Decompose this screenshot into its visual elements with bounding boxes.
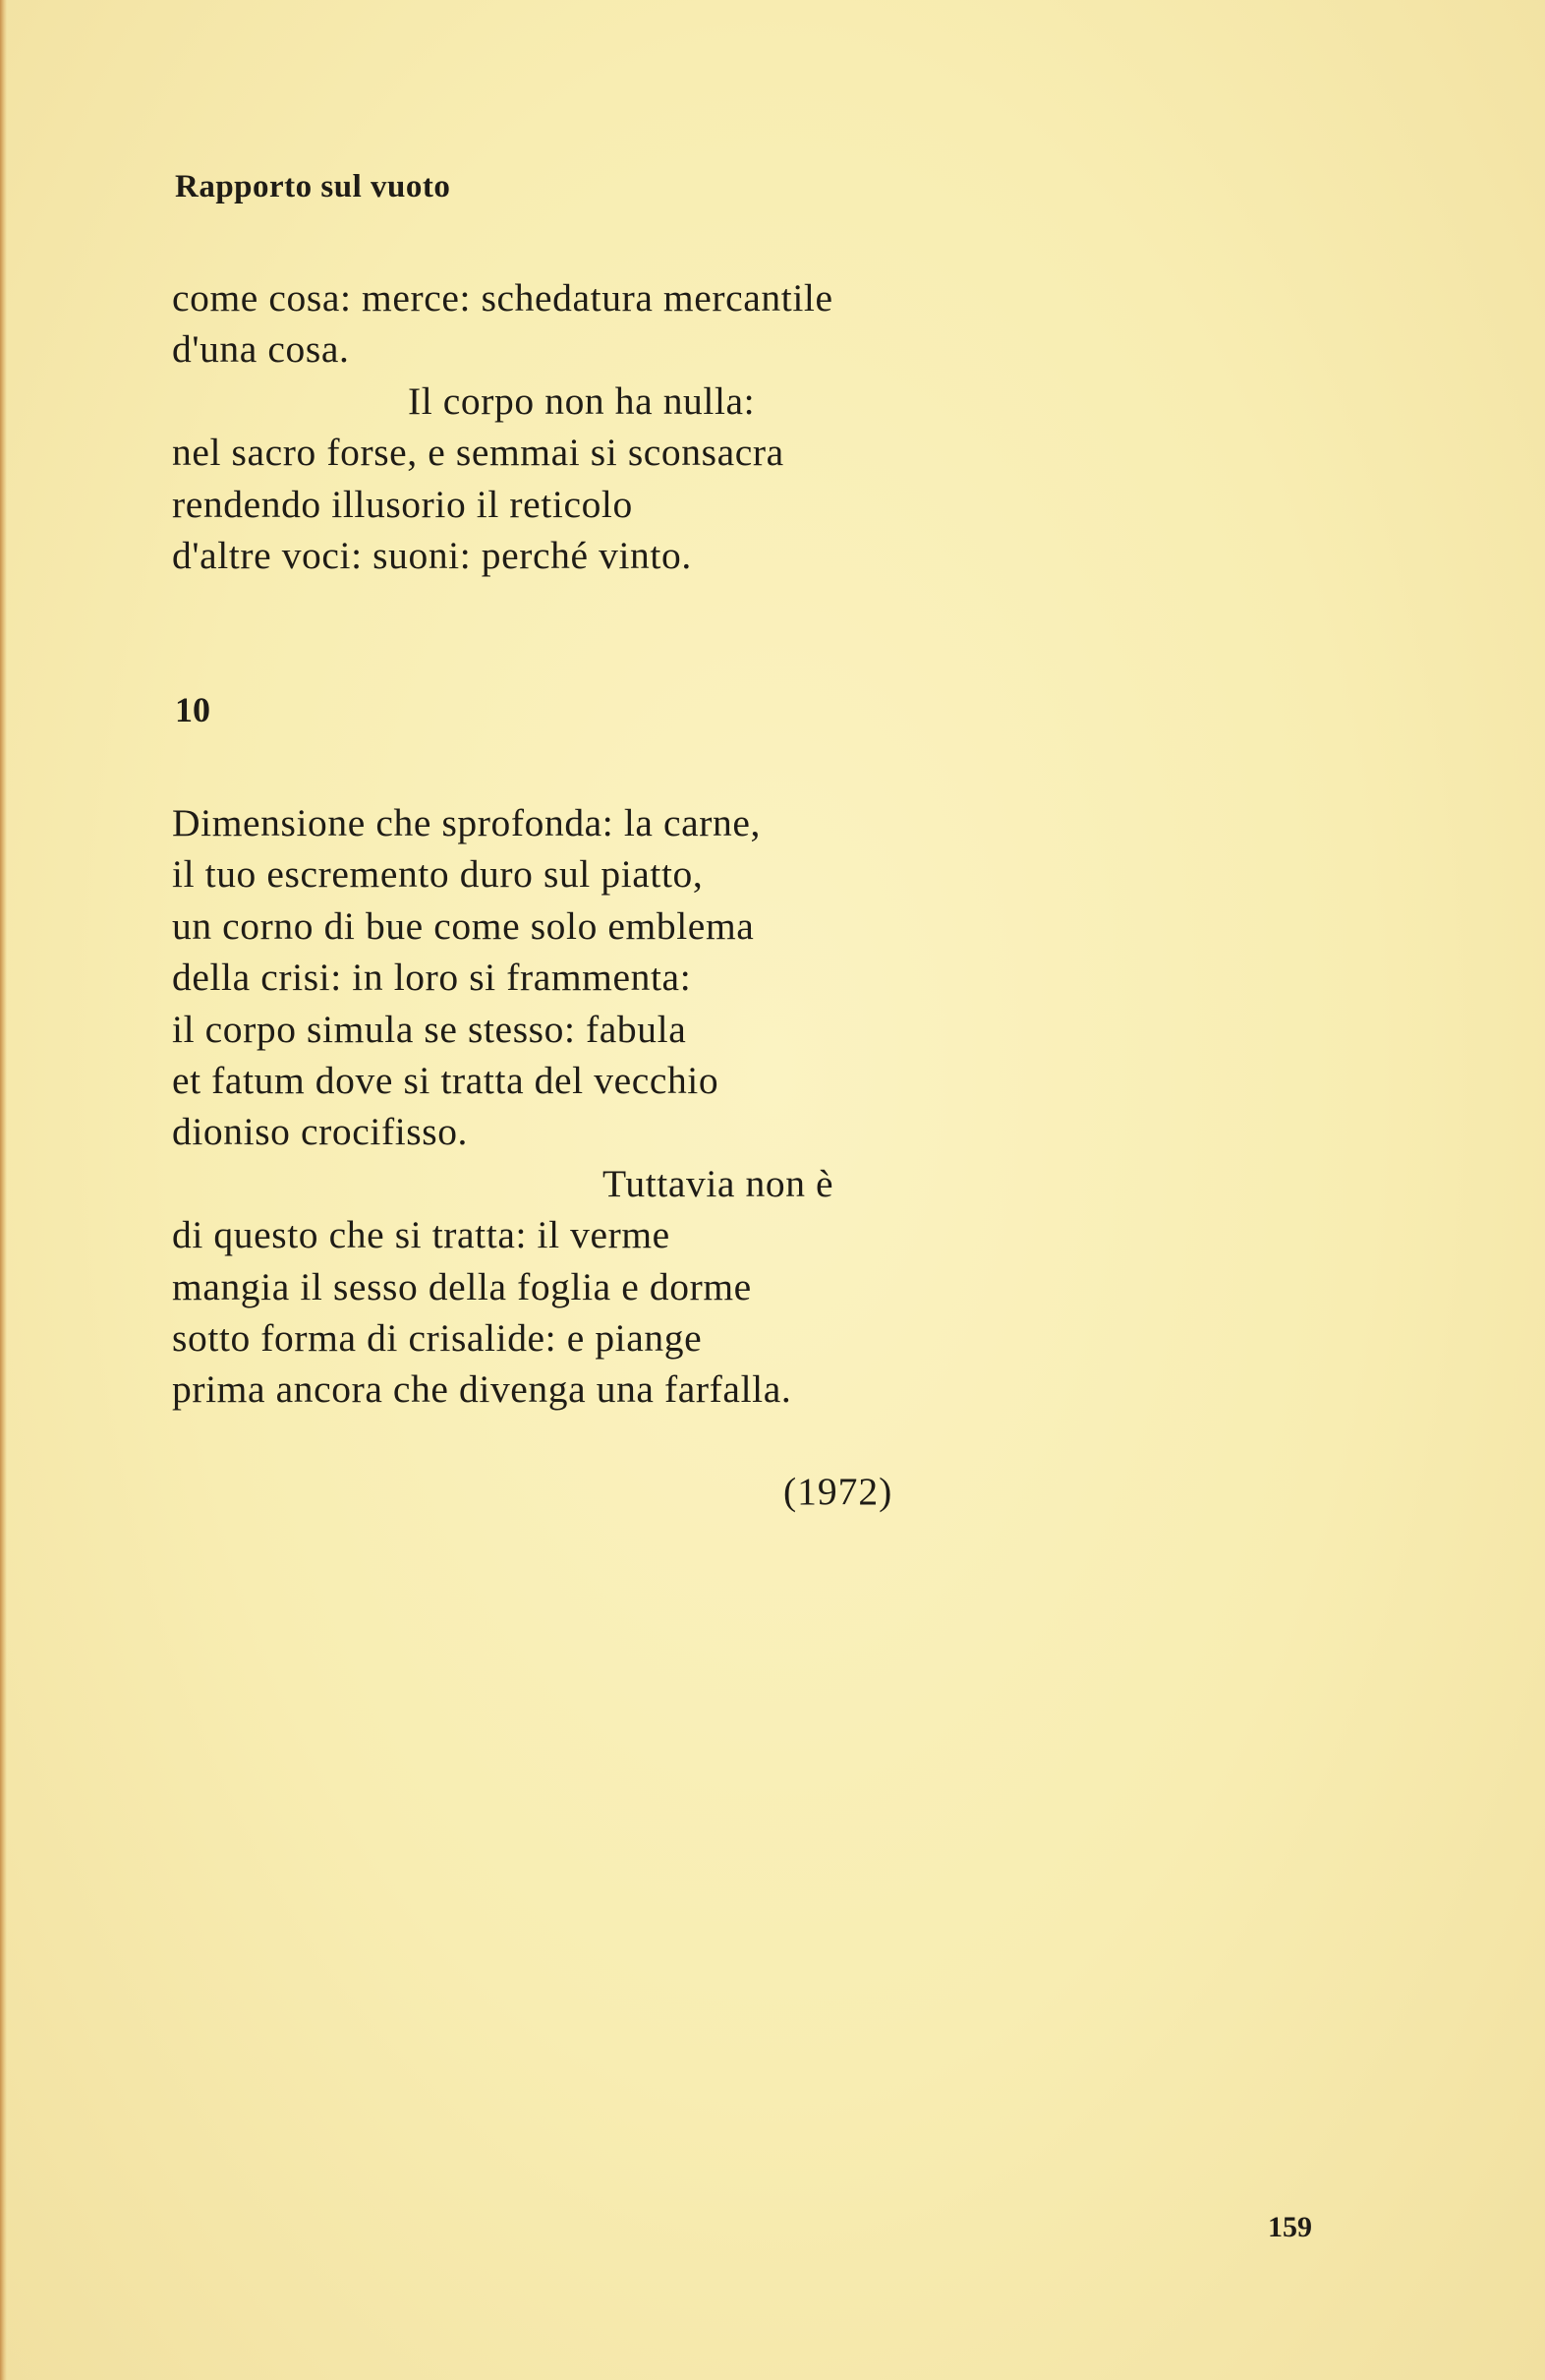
- poem-line: il corpo simula se stesso: fabula: [172, 1007, 687, 1051]
- running-head: Rapporto sul vuoto: [175, 169, 451, 204]
- poem-line: d'altre voci: suoni: perché vinto.: [172, 533, 692, 577]
- poem-line: rendendo illusorio il reticolo: [172, 482, 633, 526]
- poem-line-indented: Tuttavia non è: [602, 1161, 834, 1205]
- poem-line: mangia il sesso della foglia e dorme: [172, 1264, 752, 1308]
- poem-line: di questo che si tratta: il verme: [172, 1213, 670, 1257]
- poem-line: il tuo escremento duro sul piatto,: [172, 852, 704, 897]
- poem-line-indented: Il corpo non ha nulla:: [408, 378, 756, 423]
- poem-line: d'una cosa.: [172, 327, 350, 372]
- poem-line: dioniso crocifisso.: [172, 1110, 469, 1154]
- poem-line: della crisi: in loro si frammenta:: [172, 956, 692, 1000]
- poem-line: nel sacro forse, e semmai si sconsacra: [172, 431, 784, 475]
- page-number: 159: [1268, 2211, 1312, 2243]
- section-number: 10: [175, 690, 210, 729]
- poem-line: et fatum dove si tratta del vecchio: [172, 1058, 719, 1102]
- poem-line: come cosa: merce: schedatura mercantile: [172, 276, 833, 319]
- poem-line: un corno di bue come solo emblema: [172, 903, 755, 948]
- poem-section-10: [172, 797, 833, 1416]
- poem-line: prima ancora che divenga una farfalla.: [172, 1367, 792, 1412]
- poem-continuation: [172, 272, 833, 581]
- poem-date: (1972): [783, 1470, 893, 1513]
- poem-line: sotto forma di crisalide: e piange: [172, 1315, 703, 1360]
- page-edge-shadow: [0, 0, 7, 2380]
- poem-line: Dimensione che sprofonda: la carne,: [172, 801, 762, 844]
